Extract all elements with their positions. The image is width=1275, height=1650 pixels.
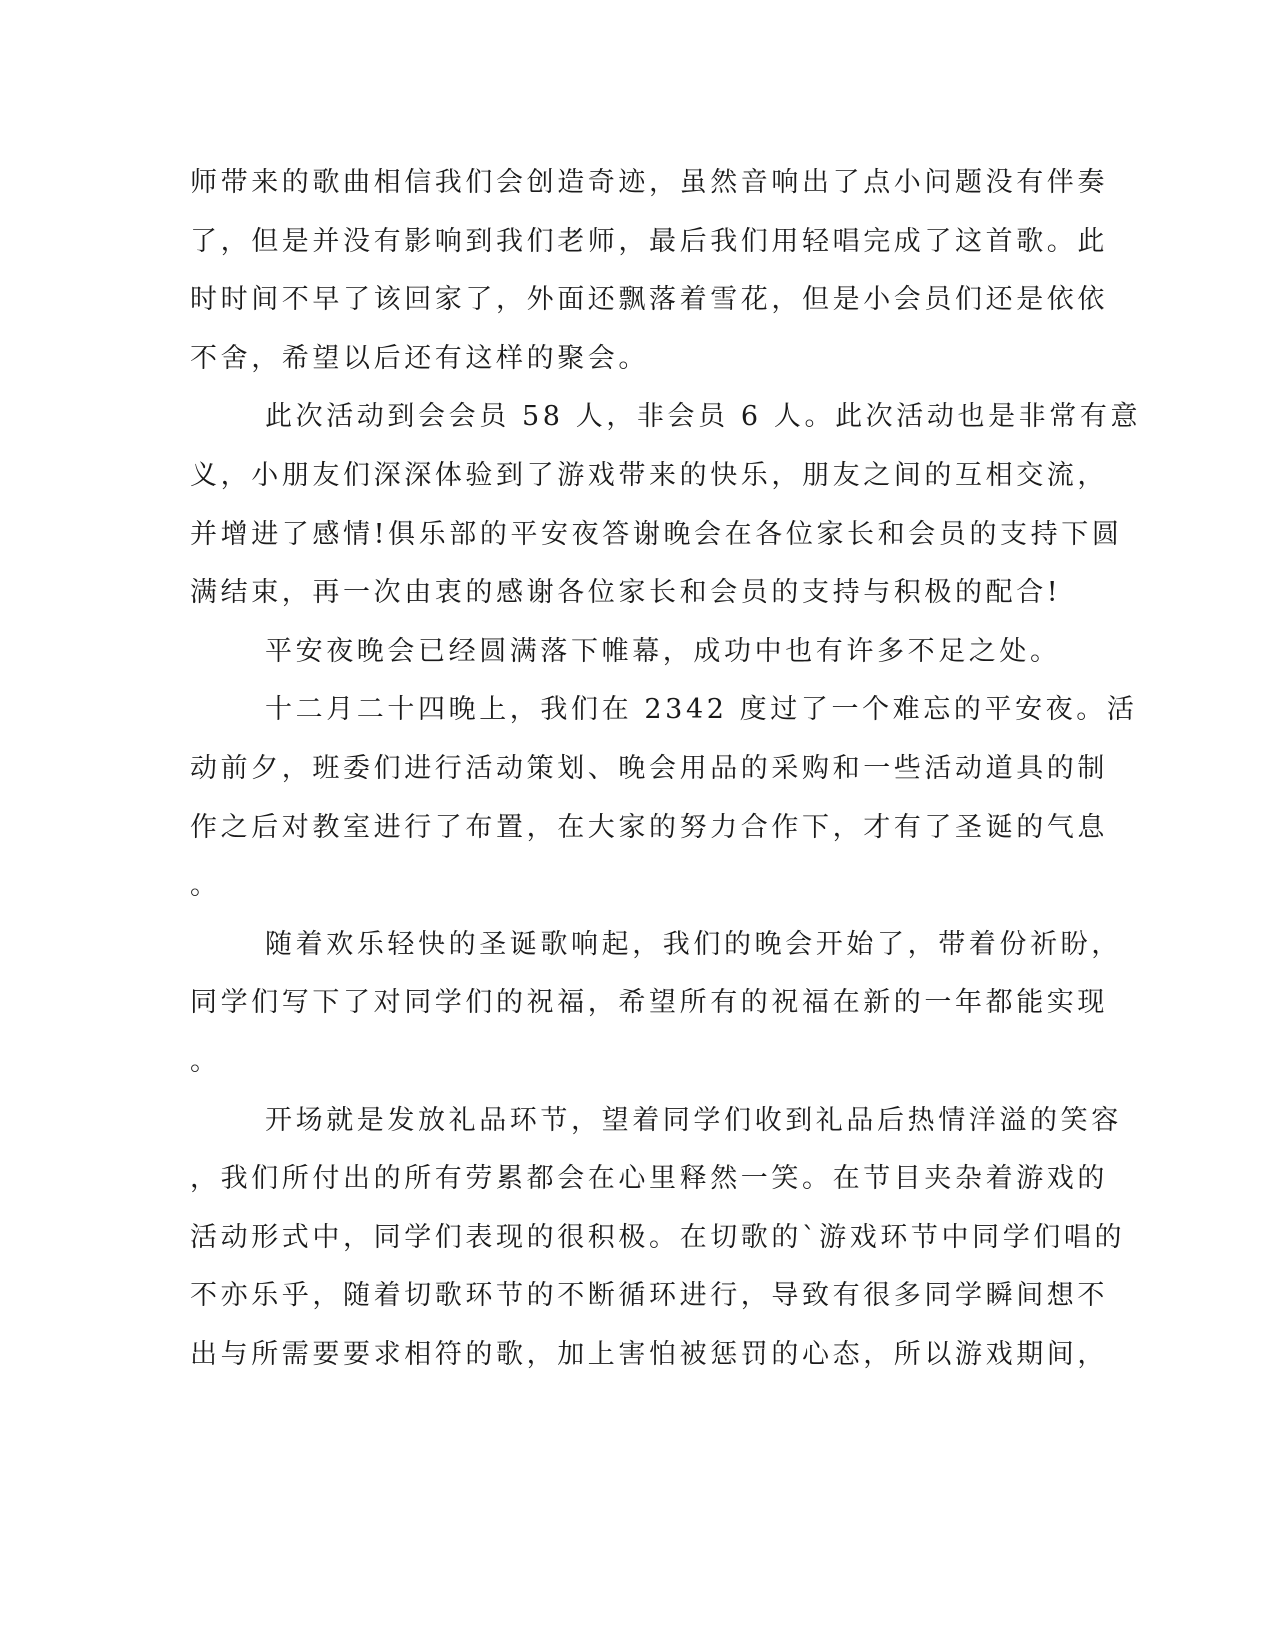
text-line: 随着欢乐轻快的圣诞歌响起，我们的晚会开始了，带着份祈盼， (265, 929, 1122, 960)
text-line: 时时间不早了该回家了，外面还飘落着雪花，但是小会员们还是依依 (190, 284, 1108, 315)
text-line: 同学们写下了对同学们的祝福，希望所有的祝福在新的一年都能实现 (190, 987, 1108, 1018)
text-line: ，我们所付出的所有劳累都会在心里释然一笑。在节目夹杂着游戏的 (190, 1163, 1108, 1194)
text-line: 作之后对教室进行了布置，在大家的努力合作下，才有了圣诞的气息 (190, 812, 1108, 843)
text-line: 并增进了感情!俱乐部的平安夜答谢晚会在各位家长和会员的支持下圆 (190, 519, 1123, 550)
text-line: 了，但是并没有影响到我们老师，最后我们用轻唱完成了这首歌。此 (190, 226, 1108, 257)
text-line: 十二月二十四晚上，我们在 2342 度过了一个难忘的平安夜。活 (265, 694, 1138, 725)
text-line: 平安夜晚会已经圆满落下帷幕，成功中也有许多不足之处。 (265, 636, 1061, 667)
text-line: 满结束，再一次由衷的感谢各位家长和会员的支持与积极的配合! (190, 577, 1062, 608)
text-line: 动前夕，班委们进行活动策划、晚会用品的采购和一些活动道具的制 (190, 753, 1108, 784)
text-line: 师带来的歌曲相信我们会创造奇迹，虽然音响出了点小问题没有伴奏 (190, 167, 1108, 198)
text-line: 出与所需要要求相符的歌，加上害怕被惩罚的心态，所以游戏期间， (190, 1339, 1108, 1370)
text-line: 活动形式中，同学们表现的很积极。在切歌的`游戏环节中同学们唱的 (190, 1222, 1126, 1253)
text-line: 。 (190, 1046, 221, 1077)
text-line: 。 (190, 870, 221, 901)
text-line: 开场就是发放礼品环节，望着同学们收到礼品后热情洋溢的笑容 (265, 1105, 1122, 1136)
text-line: 此次活动到会会员 58 人，非会员 6 人。此次活动也是非常有意 (265, 401, 1142, 432)
text-line: 不舍，希望以后还有这样的聚会。 (190, 343, 649, 374)
text-line: 义，小朋友们深深体验到了游戏带来的快乐，朋友之间的互相交流， (190, 460, 1108, 491)
text-line: 不亦乐乎，随着切歌环节的不断循环进行，导致有很多同学瞬间想不 (190, 1280, 1108, 1311)
